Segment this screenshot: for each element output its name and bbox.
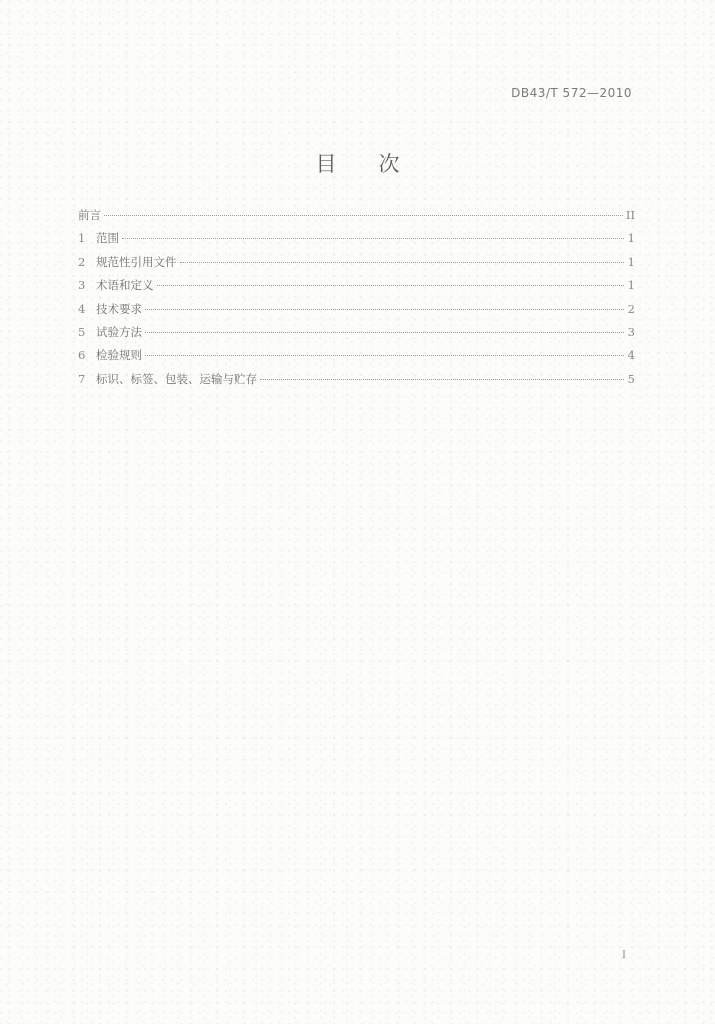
toc-entry-number: 2 <box>78 254 86 269</box>
toc-entry-technical-requirements[interactable] <box>78 301 635 324</box>
toc-entry-label: 规范性引用文件 <box>96 254 177 269</box>
page-title: 目次 <box>315 152 442 176</box>
table-of-contents <box>78 207 635 394</box>
toc-leader-dots <box>157 285 625 286</box>
toc-entry-page: 2 <box>627 301 635 316</box>
toc-entry-number: 5 <box>78 324 86 339</box>
toc-entry-number: 7 <box>78 371 86 386</box>
toc-leader-dots <box>145 309 624 310</box>
toc-leader-dots <box>145 332 624 333</box>
toc-leader-dots <box>260 379 624 380</box>
page-number: I <box>622 950 626 961</box>
standard-code: DB43/T 572—2010 <box>511 86 632 100</box>
toc-entry-foreword[interactable] <box>78 207 635 230</box>
toc-entry-normative-references[interactable] <box>78 254 635 277</box>
toc-entry-inspection-rules[interactable] <box>78 347 635 370</box>
toc-entry-number: 6 <box>78 348 86 363</box>
toc-leader-dots <box>122 238 624 239</box>
toc-leader-dots <box>104 215 623 216</box>
toc-entry-marking-packaging[interactable] <box>78 371 635 394</box>
toc-leader-dots <box>180 262 625 263</box>
toc-entry-page: 5 <box>627 371 635 386</box>
toc-entry-label: 术语和定义 <box>96 278 154 293</box>
toc-entry-page: 1 <box>627 278 635 293</box>
toc-entry-page: 1 <box>627 231 635 246</box>
toc-entry-label: 技术要求 <box>96 301 142 316</box>
toc-entry-number: 4 <box>78 301 86 316</box>
toc-entry-number: 1 <box>78 231 86 246</box>
toc-entry-test-methods[interactable] <box>78 324 635 347</box>
toc-entry-label: 试验方法 <box>96 324 142 339</box>
toc-leader-dots <box>145 355 624 356</box>
toc-entry-label: 前言 <box>78 208 101 222</box>
toc-entry-page: 4 <box>627 348 635 363</box>
toc-entry-page: 1 <box>627 254 635 269</box>
toc-entry-label: 标识、标签、包装、运输与贮存 <box>96 371 257 386</box>
toc-entry-number: 3 <box>78 278 86 293</box>
toc-entry-page: 3 <box>627 324 635 339</box>
toc-entry-scope[interactable] <box>78 230 635 253</box>
toc-entry-terms-definitions[interactable] <box>78 277 635 300</box>
toc-entry-page: II <box>625 208 635 222</box>
toc-entry-label: 检验规则 <box>96 348 142 363</box>
toc-entry-label: 范围 <box>96 231 119 246</box>
